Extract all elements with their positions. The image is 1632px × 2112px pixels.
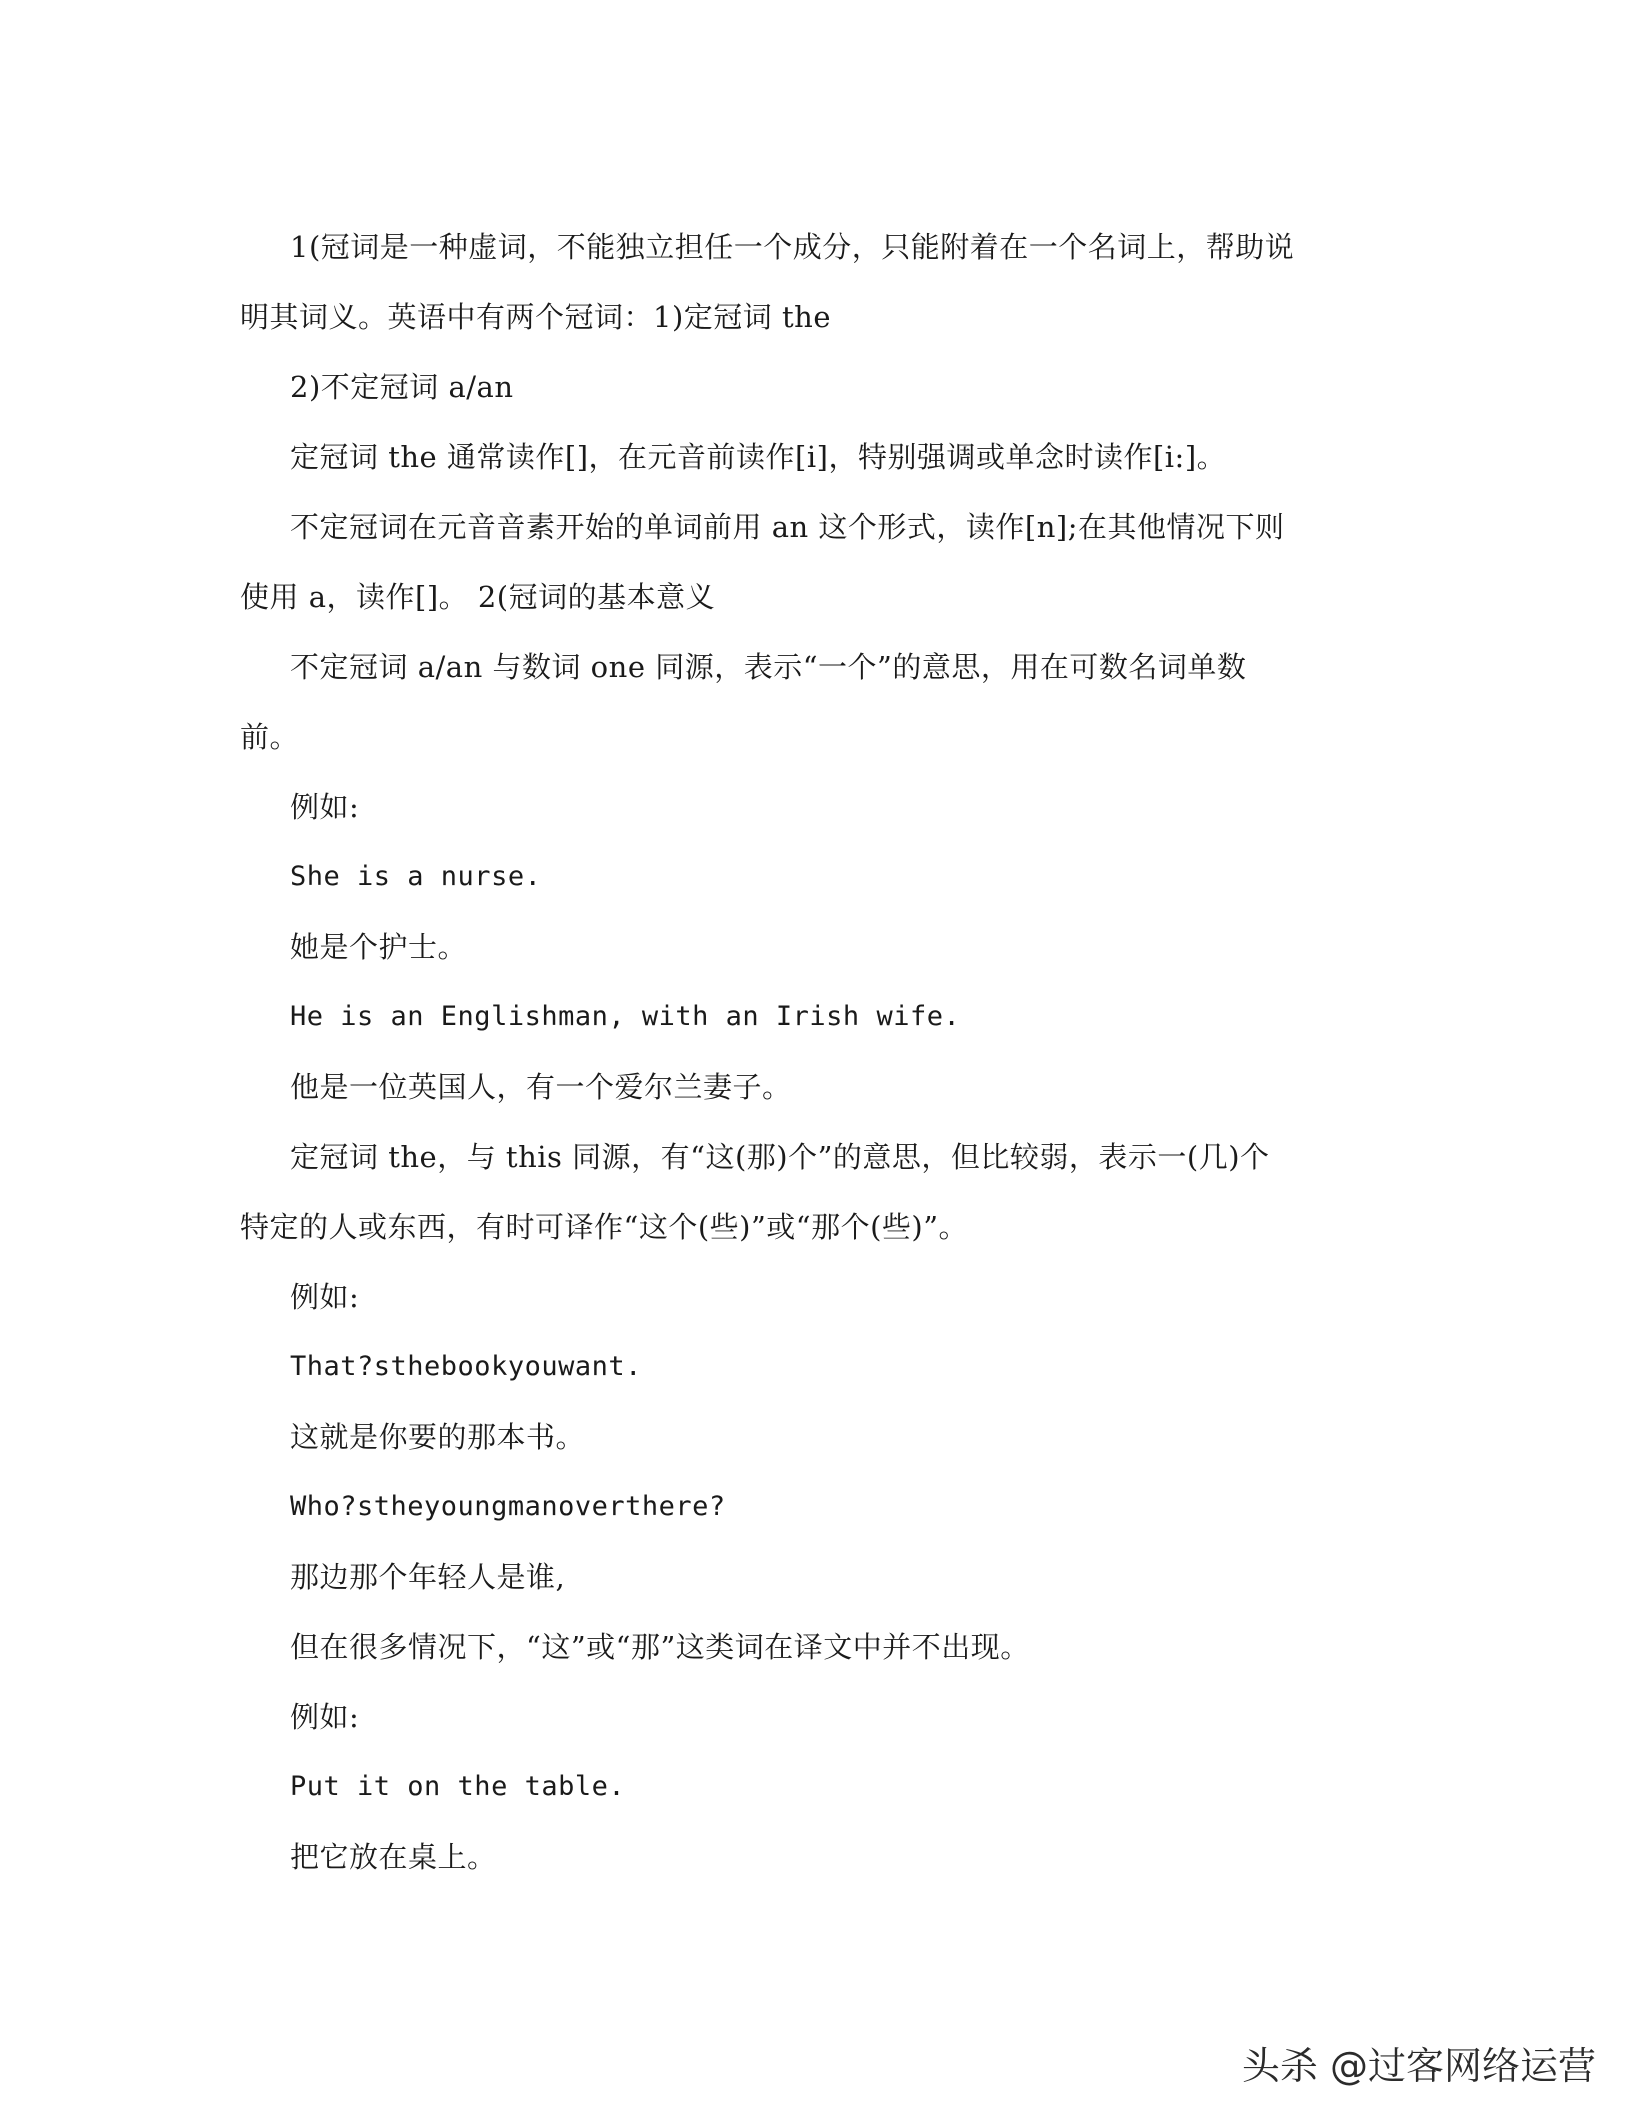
example-translation: 把它放在桌上。 [290, 1840, 497, 1874]
paragraph-line: 定冠词 the 通常读作[]，在元音前读作[i]，特别强调或单念时读作[i:]。 [290, 440, 1227, 474]
paragraph-line: 但在很多情况下，“这”或“那”这类词在译文中并不出现。 [290, 1630, 1030, 1664]
example-english: He is an Englishman, with an Irish wife. [290, 1001, 961, 1032]
document-body [240, 212, 1390, 1892]
paragraph-line: 特定的人或东西，有时可译作“这个(些)”或“那个(些)”。 [240, 1210, 969, 1244]
paragraph-line: 1(冠词是一种虚词，不能独立担任一个成分，只能附着在一个名词上，帮助说 [290, 230, 1295, 264]
paragraph-line: 使用 a，读作[]。 2(冠词的基本意义 [240, 580, 716, 614]
example-label: 例如: [290, 790, 360, 824]
paragraph-line: 定冠词 the，与 this 同源，有“这(那)个”的意思，但比较弱，表示一(几)个 [290, 1140, 1270, 1174]
example-label: 例如: [290, 1280, 360, 1314]
source-watermark: 头杀 @过客网络运营 [1241, 2044, 1596, 2088]
example-english: Put it on the table. [290, 1771, 626, 1802]
example-english: Who?stheyoungmanoverthere? [290, 1491, 726, 1522]
paragraph-line: 前。 [240, 720, 300, 754]
example-label: 例如: [290, 1700, 360, 1734]
example-translation: 他是一位英国人，有一个爱尔兰妻子。 [290, 1070, 792, 1104]
example-english: That?sthebookyouwant. [290, 1351, 642, 1382]
example-translation: 那边那个年轻人是谁, [290, 1560, 566, 1594]
example-english: She is a nurse. [290, 861, 542, 892]
paragraph-line: 不定冠词在元音音素开始的单词前用 an 这个形式，读作[n];在其他情况下则 [290, 510, 1285, 544]
paragraph-line: 不定冠词 a/an 与数词 one 同源，表示“一个”的意思，用在可数名词单数 [290, 650, 1247, 684]
example-translation: 这就是你要的那本书。 [290, 1420, 586, 1454]
paragraph-line: 明其词义。英语中有两个冠词：1)定冠词 the [240, 300, 831, 334]
example-translation: 她是个护士。 [290, 930, 468, 964]
paragraph-line: 2)不定冠词 a/an [290, 370, 514, 404]
